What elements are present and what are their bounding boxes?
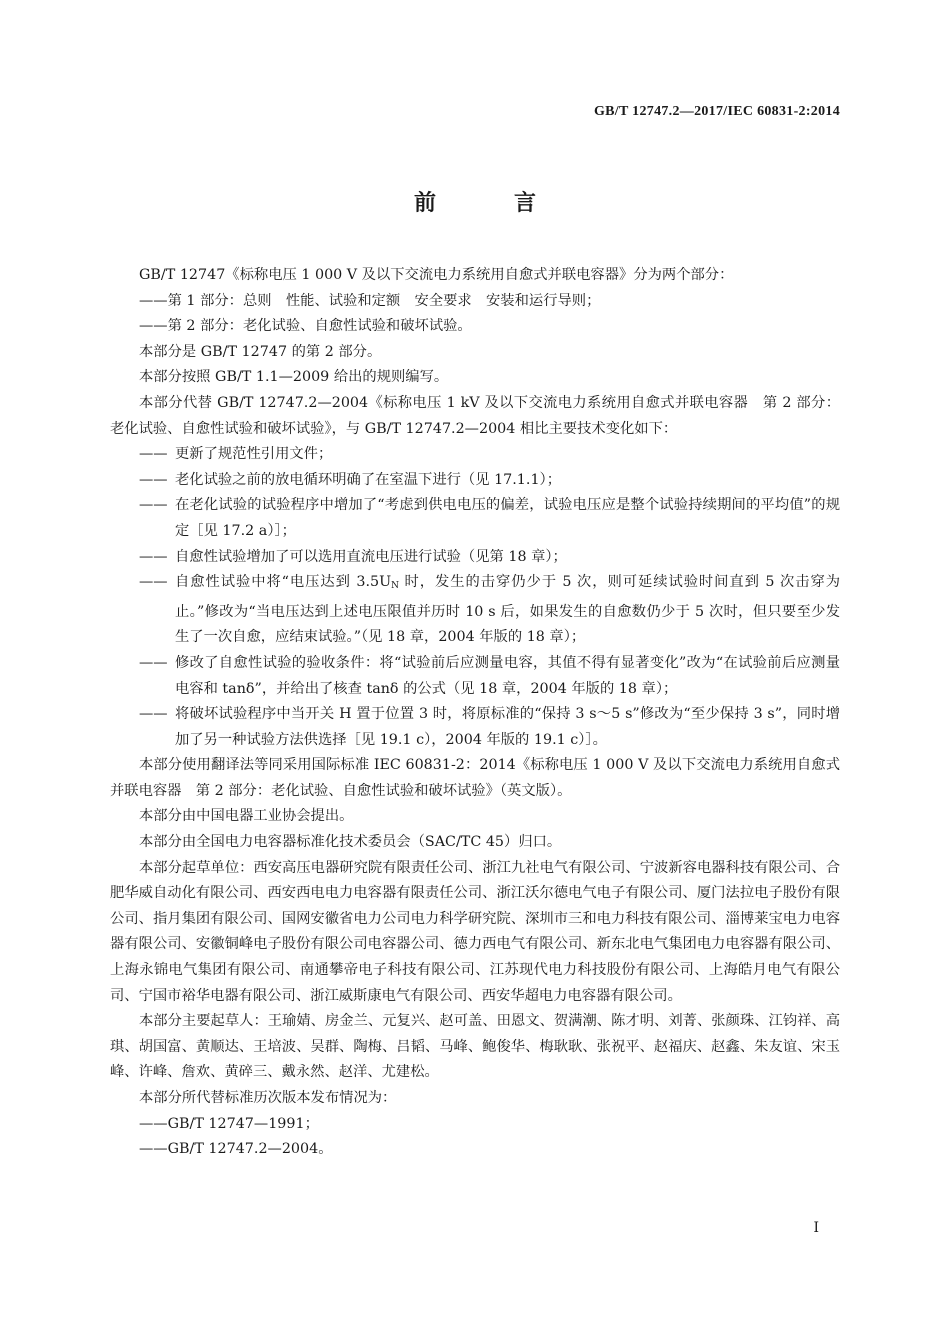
history-item: ——GB/T 12747.2—2004。 <box>139 1141 333 1158</box>
change-text-before: 自愈性试验中将“电压达到 3.5U <box>175 574 392 591</box>
change-text: 老化试验之前的放电循环明确了在室温下进行（见 17.1.1）； <box>175 471 561 488</box>
paragraph: 本部分由全国电力电容器标准化技术委员会（SAC/TC 45）归口。 <box>139 834 562 851</box>
change-text: 修改了自愈性试验的验收条件：将“试验前后应测量电容，其值不得有显著变化”改为“在试验前后应测量电容和 tanδ”，并给出了核查 tanδ 的公式（见 18 章，2004 年版的 18 章）； <box>175 654 840 697</box>
change-item <box>110 468 840 494</box>
change-text: 更新了规范性引用文件； <box>175 446 333 463</box>
dash-mark: —— <box>139 548 168 565</box>
paragraph: 本部分主要起草人：王瑜婧、房金兰、元复兴、赵可盖、田恩文、贺满潮、陈才明、刘菁、张颜珠、江钧祥、高琪、胡国富、黄顺达、王培波、吴群、陶梅、吕韬、马峰、鲍俊华、梅耿耿、张祝平、赵福庆、赵鑫、朱友谊、宋玉峰、许峰、詹欢、黄碎三、戴永然、赵洋、尤建松。 <box>110 1013 840 1081</box>
subscript-n: N <box>391 581 400 592</box>
page-title: 前 言 <box>413 190 564 216</box>
dash-mark: —— <box>139 574 168 591</box>
dash-mark: —— <box>139 706 168 723</box>
change-text: 在老化试验的试验程序中增加了“考虑到供电电压的偏差，试验电压应是整个试验持续期间的平均值”的规定［见 17.2 a）］； <box>175 497 840 539</box>
dash-mark: —— <box>139 497 168 514</box>
change-item <box>110 442 840 468</box>
paragraph: 本部分代替 GB/T 12747.2—2004《标称电压 1 kV 及以下交流电力系统用自愈式并联电容器 第 2 部分：老化试验、自愈性试验和破坏试验》，与 GB/T 12747.2—2004 相比主要技术变化如下： <box>110 394 840 437</box>
change-item <box>110 545 840 571</box>
dash-mark: —— <box>139 654 168 671</box>
dash-mark: —— <box>139 446 168 463</box>
change-text-after: 时，发生的击穿仍少于 5 次，则可延续试验时间直到 5 次击 <box>399 574 811 591</box>
paragraph: 本部分由中国电器工业协会提出。 <box>139 808 354 825</box>
paragraph: GB/T 12747《标称电压 1 000 V 及以下交流电力系统用自愈式并联电容器》分为两个部分： <box>139 267 734 283</box>
paragraph: 本部分按照 GB/T 1.1—2009 给出的规则编写。 <box>139 369 449 386</box>
change-item <box>110 570 840 651</box>
paragraph: ——第 2 部分：老化试验、自愈性试验和破坏试验。 <box>139 318 472 335</box>
change-text: 自愈性试验增加了可以选用直流电压进行试验（见第 18 章）； <box>175 548 567 565</box>
paragraph: 本部分所代替标准历次版本发布情况为： <box>139 1090 397 1106</box>
paragraph: 本部分使用翻译法等同采用国际标准 IEC 60831-2：2014《标称电压 1 000 V 及以下交流电力系统用自愈式并联电容器 第 2 部分：老化试验、自愈性试验和破坏试验》（英文版）。 <box>110 757 840 799</box>
page-number: I <box>813 1220 819 1236</box>
history-item: ——GB/T 12747—1991； <box>139 1115 319 1132</box>
standard-number: GB/T 12747.2—2017/IEC 60831-2:2014 <box>593 104 840 119</box>
change-item <box>110 493 840 544</box>
paragraph: 本部分起草单位：西安高压电器研究院有限责任公司、浙江九社电气有限公司、宁波新容电器科技有限公司、合肥华威自动化有限公司、西安西电电力电容器有限责任公司、浙江沃尔德电气电子有限公司、厦门法拉电子股份有限公司、指月集团有限公司、国网安徽省电力公司电力科学研究院、深圳市三和电力科技有限公司、淄博莱宝电力电容器有限公司、安徽铜峰电子股份有限公司电容器公司、德力西电气有限公司、新东北电气集团电力电容器有限公司、上海永锦电气集团有限公司、南通攀帝电子科技有限公司、江苏现代电力科技股份有限公司、上海皓月电气有限公司、宁国市裕华电器有限公司、浙江威斯康电气有限公司、西安华超电力电容器有限公司。 <box>110 859 840 1004</box>
dash-mark: —— <box>139 471 168 488</box>
paragraph: ——第 1 部分：总则 性能、试验和定额 安全要求 安装和运行导则； <box>139 292 601 309</box>
change-item <box>110 702 840 753</box>
document-body <box>110 263 840 1163</box>
change-text: 将破坏试验程序中当开关 H 置于位置 3 时，将原标准的“保持 3 s～5 s”修改为“至少保持 3 s”，同时增加了另一种试验方法供选择［见 19.1 c），2004 年版的 19.1 c）］。 <box>175 706 840 748</box>
change-item <box>110 651 840 702</box>
paragraph: 本部分是 GB/T 12747 的第 2 部分。 <box>139 343 382 360</box>
change-text: 穿为止。”修改为“当电压达到上述电压限值并历时 10 s 后，如果发生的自愈数仍少于 5 次时，但只要至少发生了一次自愈，应结束试验。”（见 18 章，2004 年版的 18 章）； <box>175 574 840 646</box>
